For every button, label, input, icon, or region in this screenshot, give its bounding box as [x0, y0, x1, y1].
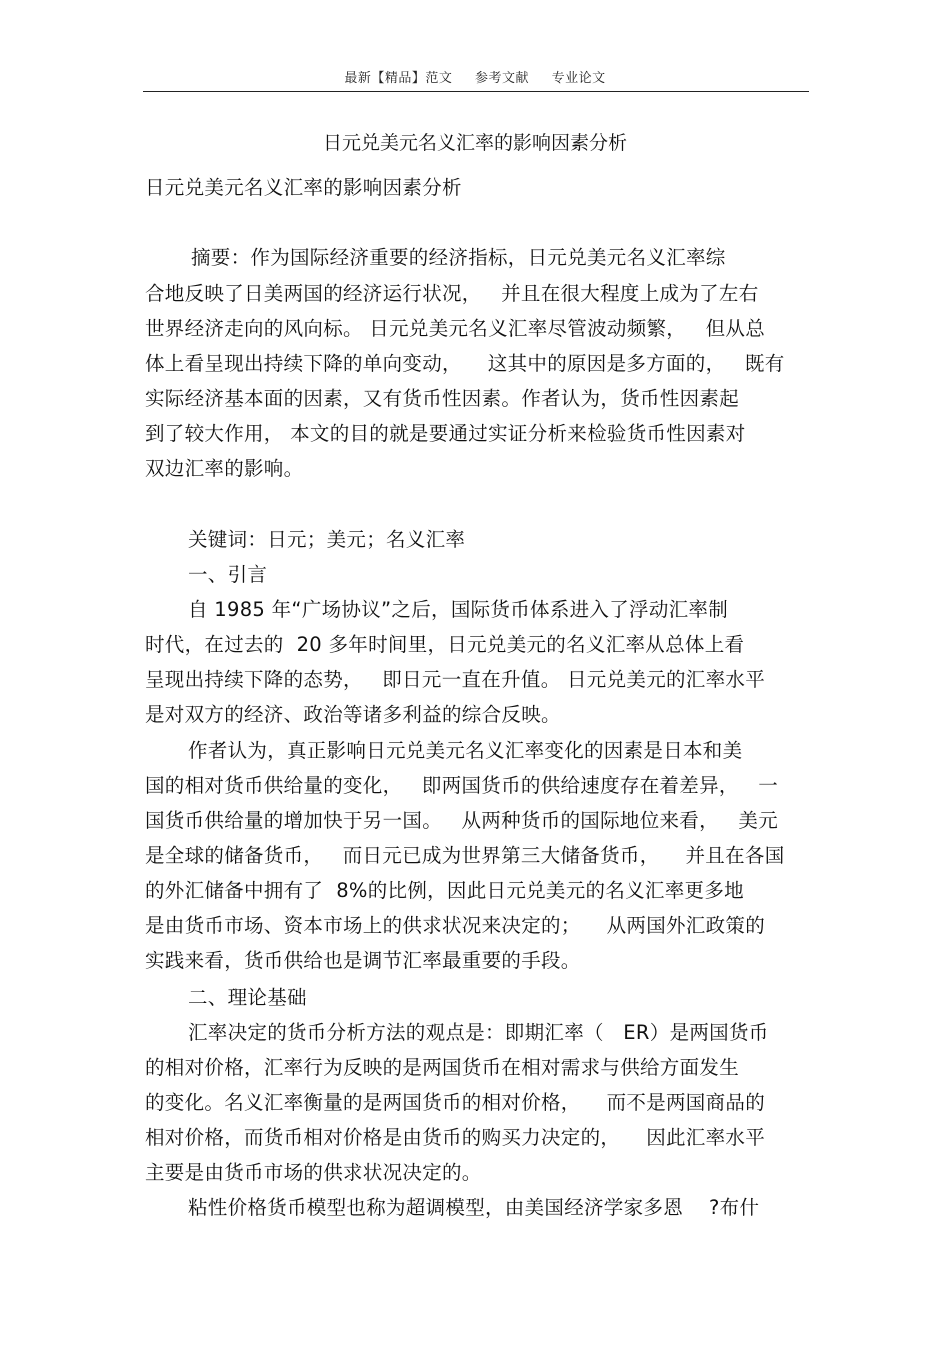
text-line: 作者认为，真正影响日元兑美元名义汇率变化的因素是日本和美: [188, 739, 743, 762]
text-line: 国的相对货币供给量的变化， 即两国货币的供给速度存在着差异， 一: [145, 774, 778, 797]
text-line: 是对双方的经济、政治等诸多利益的综合反映。: [145, 703, 561, 726]
text-line: 主要是由货币市场的供求状况决定的。: [145, 1161, 482, 1184]
header-item-references: 参考文献: [474, 71, 529, 86]
text-line: 的变化。名义汇率衡量的是两国货币的相对价格， 而不是两国商品的: [145, 1091, 765, 1114]
text-line: 自 1985 年“广场协议”之后，国际货币体系进入了浮动汇率制: [188, 598, 729, 621]
page-title: 日元兑美元名义汇率的影响因素分析: [322, 132, 627, 154]
text-line: 双边汇率的影响。: [145, 457, 304, 480]
text-line: 摘要：作为国际经济重要的经济指标，日元兑美元名义汇率综: [178, 246, 726, 269]
text-line: 汇率决定的货币分析方法的观点是：即期汇率（ ER）是两国货币: [188, 1021, 769, 1044]
section-heading: 二、理论基础: [188, 986, 307, 1009]
text-line: 体上看呈现出持续下降的单向变动， 这其中的原因是多方面的， 既有: [145, 352, 785, 375]
header-divider: [143, 91, 809, 92]
text-line: 相对价格，而货币相对价格是由货币的购买力决定的， 因此汇率水平: [145, 1126, 765, 1149]
header-item-latest: 最新【精品】范文: [344, 71, 453, 86]
text-line: 时代，在过去的 20 多年时间里，日元兑美元的名义汇率从总体上看: [145, 633, 745, 656]
page-header: [0, 67, 950, 86]
header-item-papers: 专业论文: [551, 71, 606, 86]
text-line: 是全球的储备货币， 而日元已成为世界第三大储备货币， 并且在各国: [145, 844, 785, 867]
text-line: 的外汇储备中拥有了 8%的比例，因此日元兑美元的名义汇率更多地: [145, 879, 744, 902]
text-line: 是由货币市场、资本市场上的供求状况来决定的； 从两国外汇政策的: [145, 914, 765, 937]
text-line: 到了较大作用， 本文的目的就是要通过实证分析来检验货币性因素对: [145, 422, 746, 445]
text-line: 实践来看，货币供给也是调节汇率最重要的手段。: [145, 949, 581, 972]
text-line: 世界经济走向的风向标。 日元兑美元名义汇率尽管波动频繁， 但从总: [145, 317, 765, 340]
text-line: 国货币供给量的增加快于另一国。 从两种货币的国际地位来看， 美元: [145, 809, 778, 832]
text-line: 的相对价格，汇率行为反映的是两国货币在相对需求与供给方面发生: [145, 1056, 740, 1079]
text-line: 合地反映了日美两国的经济运行状况， 并且在很大程度上成为了左右: [145, 282, 759, 305]
text-line: 粘性价格货币模型也称为超调模型，由美国经济学家多恩 ?布什: [188, 1196, 760, 1219]
text-line: 呈现出持续下降的态势， 即日元一直在升值。 日元兑美元的汇率水平: [145, 668, 765, 691]
article-title-line: 日元兑美元名义汇率的影响因素分析: [145, 176, 462, 199]
text-line: 实际经济基本面的因素，又有货币性因素。作者认为，货币性因素起: [145, 387, 740, 410]
keywords-line: 关键词：日元；美元；名义汇率: [188, 528, 466, 551]
section-heading: 一、引言: [188, 563, 268, 586]
